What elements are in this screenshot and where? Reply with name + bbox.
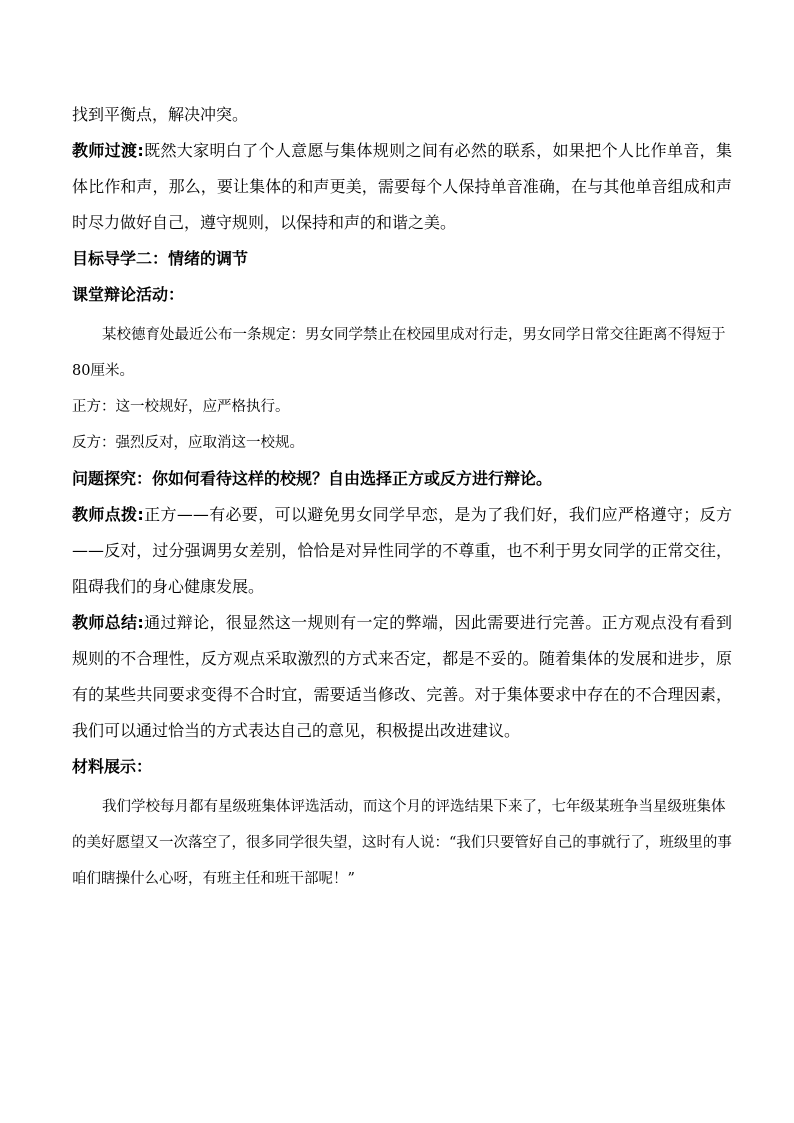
document-page — [72, 97, 732, 897]
paragraph-con-side: 反方：强烈反对，应取消这一校规。 — [72, 435, 304, 451]
paragraph-teacher-summary — [72, 605, 732, 749]
label-teacher-summary: 教师总结: — [72, 613, 144, 632]
paragraph-school-rule-case: 某校德育处最近公布一条规定：男女同学禁止在校园里成对行走，男女同学日常交往距离不得短于80厘米。 — [72, 327, 726, 379]
heading-material-display: 材料展示： — [72, 757, 153, 776]
heading-debate-activity: 课堂辩论活动： — [72, 285, 185, 304]
paragraph-teacher-guidance — [72, 497, 732, 605]
paragraph-conclusion: 找到平衡点，解决冲突。 — [72, 105, 249, 124]
text-teacher-summary: 通过辩论，很显然这一规则有一定的弊端，因此需要进行完善。正方观点没有看到规则的不合理性，反方观点采取激烈的方式来否定，都是不妥的。随着集体的发展和进步，原有的某些共同要求变得不合时宜，需要适当修改、完善。对于集体要求中存在的不合理因素，我们可以通过恰当的方式表达自己的意见，积极提出改进建议。 — [72, 613, 732, 740]
paragraph-teacher-transition — [72, 133, 732, 241]
label-teacher-guidance: 教师点拨: — [72, 505, 144, 524]
paragraph-pro-side: 正方：这一校规好，应严格执行。 — [72, 399, 290, 415]
heading-goal-two: 目标导学二：情绪的调节 — [72, 249, 249, 268]
label-teacher-transition: 教师过渡: — [72, 141, 144, 160]
paragraph-material-text: 我们学校每月都有星级班集体评选活动，而这个月的评选结果下来了，七年级某班争当星级班集体的美好愿望又一次落空了，很多同学很失望，这时有人说：“我们只要管好自己的事就行了，班级里的事咱们瞎操什么心呀，有班主任和班干部呢！” — [72, 799, 732, 887]
text-teacher-guidance: 正方——有必要，可以避免男女同学早恋，是为了我们好，我们应严格遵守；反方——反对，过分强调男女差别，恰恰是对异性同学的不尊重，也不利于男女同学的正常交往，阻碍我们的身心健康发展。 — [72, 505, 732, 596]
text-teacher-transition: 既然大家明白了个人意愿与集体规则之间有必然的联系，如果把个人比作单音，集体比作和声，那么，要让集体的和声更美，需要每个人保持单音准确，在与其他单音组成和声时尽力做好自己，遵守规则，以保持和声的和谐之美。 — [72, 141, 732, 232]
heading-question-explore: 问题探究：你如何看待这样的校规？自由选择正方或反方进行辩论。 — [72, 469, 553, 488]
